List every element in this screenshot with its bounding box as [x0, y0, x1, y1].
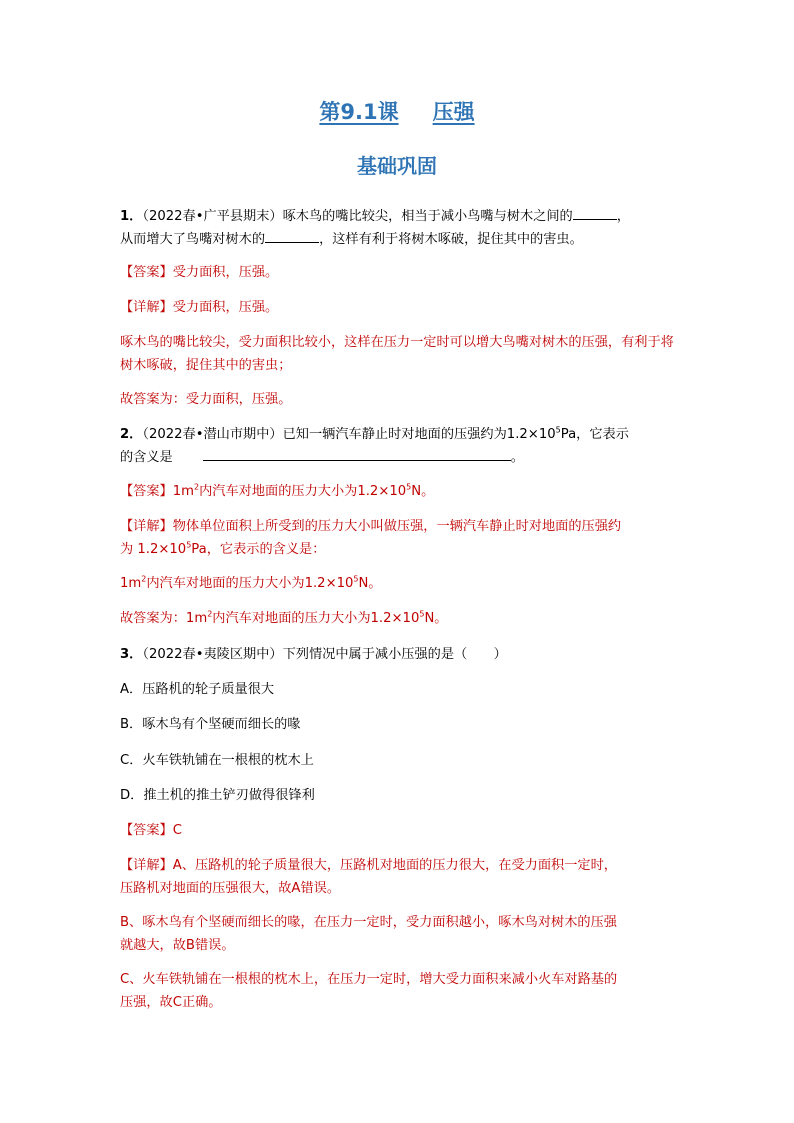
lesson-title	[0, 96, 794, 126]
q2-blank	[203, 446, 511, 461]
q1-blank-2	[265, 228, 319, 243]
lesson-topic: 压强	[432, 100, 475, 124]
q2-stem: 2．（2022春•潜山市期中）已知一辆汽车静止时对地面的压强约为$1.2\times 10^5Pa$，它表示 的含义是 。	[120, 425, 629, 465]
q2-meaning: $1m^2$内汽车对地面的压力大小为$1.2\times 10^5N$。	[120, 574, 382, 591]
q1-stem: 1．（2022春•广平县期末）啄木鸟的嘴比较尖，相当于减小鸟嘴与树木之间的 ， 从而增大了鸟嘴对树木的 ，这样有利于将树木啄破，捉住其中的害虫。	[120, 205, 680, 251]
q1-blank-1	[573, 205, 617, 220]
q1-answer: 【答案】受力面积，压强。	[120, 265, 279, 280]
q3-option-d: D．推土机的推土铲刃做得很锋利	[120, 788, 315, 803]
q3-detail-b: B、啄木鸟有个坚硬而细长的喙，在压力一定时，受力面积越小，啄木鸟对树木的压强 就越大，故B错误。	[120, 915, 617, 953]
lesson-number: 第9.1课	[319, 100, 399, 124]
q3-detail-c: C、火车铁轨铺在一根根的枕木上，在压力一定时，增大受力面积来减小火车对路基的 压强，故C正确。	[120, 972, 618, 1010]
q3-stem: 3．（2022春•夷陵区期中）下列情况中属于减小压强的是（ ）	[120, 647, 507, 662]
q3-detail-a: 【详解】A、压路机的轮子质量很大，压路机对地面的压力很大，在受力面积一定时， 压路机对地面的压强很大，故A错误。	[120, 858, 617, 896]
q2-detail: 【详解】物体单位面积上所受到的压力大小叫做压强，一辆汽车静止时对地面的压强约 为 $1.2\times 10^5Pa$，它表示的含义是：	[120, 519, 622, 557]
q3-option-c: C．火车铁轨铺在一根根的枕木上	[120, 753, 314, 768]
q1-explanation: 啄木鸟的嘴比较尖，受力面积比较小，这样在压力一定时可以增大鸟嘴对树木的压强，有利于将树木啄破，捉住其中的害虫；	[120, 335, 674, 373]
q1-detail: 【详解】受力面积，压强。	[120, 300, 279, 315]
q1-conclusion: 故答案为：受力面积，压强。	[120, 392, 292, 407]
q2-answer: 【答案】$1m^2$内汽车对地面的压力大小为$1.2\times 10^5N$。	[120, 482, 435, 499]
q3-option-a: A．压路机的轮子质量很大	[120, 682, 275, 697]
section-title: 基础巩固	[357, 154, 437, 178]
q3-option-b: B．啄木鸟有个坚硬而细长的喙	[120, 717, 301, 732]
q2-conclusion: 故答案为：$1m^2$内汽车对地面的压力大小为$1.2\times 10^5N$。	[120, 609, 448, 626]
q3-answer: 【答案】C	[120, 823, 182, 838]
